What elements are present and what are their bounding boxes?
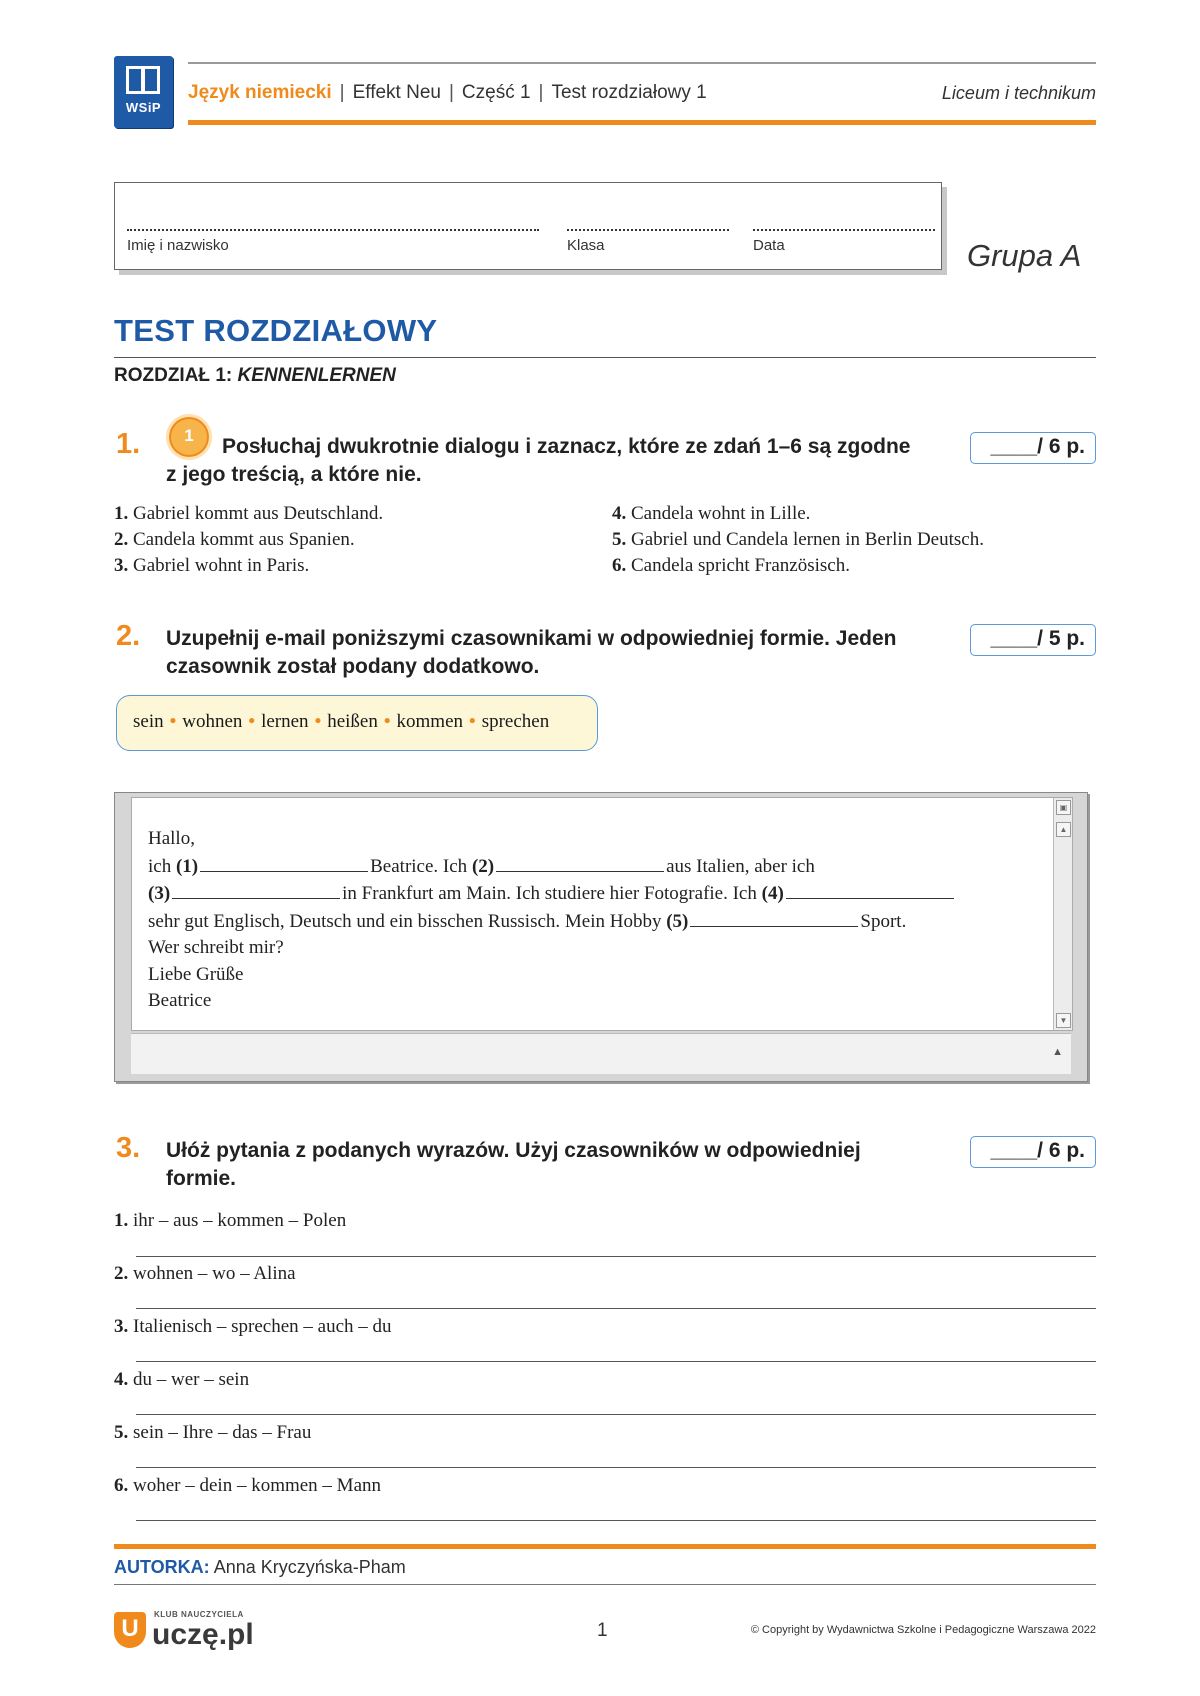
chapter-heading (114, 365, 396, 387)
author-credit (114, 1557, 406, 1578)
chapter-name: KENNENLERNEN (237, 365, 396, 386)
task-3-score[interactable]: ____/ 6 p. (970, 1136, 1096, 1168)
task-3-number: 3. (116, 1132, 141, 1164)
header-test: Test rozdziałowy 1 (551, 82, 707, 103)
list-item (114, 1263, 296, 1285)
item-text: Candela spricht Französisch. (631, 555, 850, 576)
author-name: Anna Kryczyńska-Pham (213, 1557, 406, 1577)
gap-3-blank[interactable] (172, 880, 340, 899)
email-text-segment: ich (148, 855, 172, 877)
list-item (114, 1475, 381, 1497)
list-item (612, 503, 810, 525)
date-field[interactable] (753, 229, 935, 231)
email-scrollbar[interactable] (1053, 798, 1072, 1030)
date-label: Data (753, 237, 785, 254)
list-item (114, 503, 383, 525)
item-number: 1. (114, 1210, 129, 1231)
answer-line-6[interactable] (136, 1520, 1096, 1521)
wsip-logo (114, 56, 173, 128)
email-text-segment: aus Italien, aber ich (666, 855, 815, 877)
task-2-instruction-line1: Uzupełnij e-mail poniższymi czasownikami w odpowiedniej formie. Jeden (166, 627, 897, 650)
item-text: Candela kommt aus Spanien. (133, 529, 355, 550)
email-line (148, 880, 956, 908)
expand-icon[interactable]: ▣ (1056, 800, 1071, 815)
task-1-number: 1. (116, 428, 141, 460)
word-item: heißen (327, 711, 378, 732)
task-2-number: 2. (116, 620, 141, 652)
bullet-icon: • (314, 711, 322, 732)
email-text-segment: Sport. (860, 910, 907, 932)
gap-number: (3) (148, 883, 171, 904)
item-text: Candela wohnt in Lille. (631, 503, 811, 524)
list-item (114, 555, 309, 577)
header-bottom-rule (188, 120, 1096, 125)
email-line: Hallo, (148, 828, 195, 849)
item-text: Gabriel und Candela lernen in Berlin Deutsch. (631, 529, 984, 550)
list-item (114, 1210, 346, 1232)
item-number: 3. (114, 555, 129, 576)
copyright-notice: © Copyright by Wydawnictwa Szkolne i Pedagogiczne Warszawa 2022 (750, 1624, 1096, 1636)
item-number: 1. (114, 503, 129, 524)
item-text: woher – dein – kommen – Mann (133, 1475, 382, 1496)
name-label: Imię i nazwisko (127, 237, 229, 254)
item-number: 2. (114, 1263, 129, 1284)
brand-name: uczę.pl (152, 1618, 254, 1651)
gap-5-blank[interactable] (690, 908, 858, 927)
task-2-score[interactable]: ____/ 5 p. (970, 624, 1096, 656)
class-label: Klasa (567, 237, 605, 254)
separator: | (448, 82, 454, 103)
email-line (148, 908, 956, 936)
email-text-segment: Beatrice. Ich (370, 855, 468, 877)
task-3-instruction-line1: Ułóż pytania z podanych wyrazów. Użyj czasowników w odpowiedniej (166, 1139, 861, 1162)
answer-line-3[interactable] (136, 1361, 1096, 1362)
item-text: wohnen – wo – Alina (133, 1263, 296, 1284)
club-label: KLUB NAUCZYCIELA (154, 1610, 244, 1619)
answer-line-1[interactable] (136, 1256, 1096, 1257)
word-item: lernen (261, 711, 309, 732)
answer-line-2[interactable] (136, 1308, 1096, 1309)
list-item (114, 529, 355, 551)
header-school: Liceum i technikum (941, 83, 1096, 103)
task-2-instruction-line2: czasownik został podany dodatkowo. (166, 655, 540, 678)
item-number: 3. (114, 1316, 129, 1337)
audio-track-number: 1 (184, 426, 194, 445)
header-series: Effekt Neu (352, 82, 441, 103)
separator: | (538, 82, 544, 103)
word-bank (116, 695, 598, 751)
email-text-segment: in Frankfurt am Main. Ich studiere hier Fotografie. Ich (342, 883, 757, 904)
item-number: 6. (612, 555, 627, 576)
collapse-icon[interactable]: ▲ (1052, 1046, 1063, 1058)
email-line: Beatrice (148, 990, 212, 1011)
header-part: Część 1 (461, 82, 531, 103)
list-item (612, 555, 850, 577)
item-text: du – wer – sein (133, 1369, 250, 1390)
scroll-down-icon[interactable]: ▼ (1056, 1013, 1071, 1028)
wsip-mark-icon (126, 66, 160, 94)
task-3-instruction-line2: formie. (166, 1167, 237, 1190)
list-item (612, 529, 984, 551)
item-number: 4. (114, 1369, 129, 1390)
gap-number: (4) (761, 883, 784, 904)
gap-1-blank[interactable] (200, 853, 368, 872)
item-text: Italienisch – sprechen – auch – du (133, 1316, 392, 1337)
item-number: 2. (114, 529, 129, 550)
word-item: sein (133, 711, 164, 732)
item-number: 5. (612, 529, 627, 550)
class-field[interactable] (567, 229, 729, 231)
logo-text: WSiP (125, 100, 162, 115)
bullet-icon: • (383, 711, 391, 732)
group-label: Grupa A (967, 238, 1082, 273)
email-line (148, 853, 956, 881)
task-1-score[interactable]: ____/ 6 p. (970, 432, 1096, 464)
title-rule (114, 357, 1096, 358)
word-item: kommen (396, 711, 464, 732)
word-item: wohnen (182, 711, 243, 732)
gap-4-blank[interactable] (786, 880, 954, 899)
item-number: 5. (114, 1422, 129, 1443)
item-number: 6. (114, 1475, 129, 1496)
footer-rule (114, 1584, 1096, 1585)
audio-track-icon[interactable] (166, 414, 212, 460)
student-info-box (114, 182, 942, 270)
header-breadcrumb (188, 82, 707, 104)
chapter-prefix: ROZDZIAŁ 1: (114, 365, 233, 386)
item-text: Gabriel wohnt in Paris. (133, 555, 310, 576)
task-1-instruction-line2: z jego treścią, a które nie. (166, 463, 422, 486)
gap-number: (1) (175, 855, 199, 877)
gap-2-blank[interactable] (496, 853, 664, 872)
bullet-icon: • (169, 711, 177, 732)
bullet-icon: • (469, 711, 476, 732)
item-text: sein – Ihre – das – Frau (133, 1422, 312, 1443)
page-title: TEST ROZDZIAŁOWY (114, 313, 438, 348)
scroll-up-icon[interactable]: ▲ (1056, 822, 1071, 837)
email-text-segment: sehr gut Englisch, Deutsch und ein bisschen Russisch. Mein Hobby (148, 910, 662, 932)
header-top-rule (188, 62, 1096, 64)
email-line: Wer schreibt mir? (148, 937, 284, 958)
item-text: ihr – aus – kommen – Polen (133, 1210, 347, 1231)
gap-number: (2) (471, 855, 495, 877)
footer-rule-orange (114, 1544, 1096, 1549)
header-subject: Język niemiecki (188, 82, 332, 103)
email-text (148, 826, 956, 1015)
item-number: 4. (612, 503, 627, 524)
word-item: sprechen (481, 711, 550, 732)
task-1-instruction-line1: Posłuchaj dwukrotnie dialogu i zaznacz, które ze zdań 1–6 są zgodne (222, 435, 911, 458)
list-item (114, 1369, 249, 1391)
answer-line-5[interactable] (136, 1467, 1096, 1468)
name-field[interactable] (127, 229, 539, 231)
separator: | (339, 82, 345, 103)
author-label: AUTORKA: (114, 1557, 210, 1577)
email-status-bar (131, 1033, 1071, 1074)
bullet-icon: • (248, 711, 256, 732)
item-text: Gabriel kommt aus Deutschland. (133, 503, 384, 524)
email-line: Liebe Grüße (148, 963, 244, 985)
answer-line-4[interactable] (136, 1414, 1096, 1415)
list-item (114, 1316, 392, 1338)
ucze-u-icon: U (114, 1612, 146, 1648)
page-number: 1 (597, 1620, 608, 1641)
gap-number: (5) (666, 910, 689, 932)
list-item (114, 1422, 311, 1444)
